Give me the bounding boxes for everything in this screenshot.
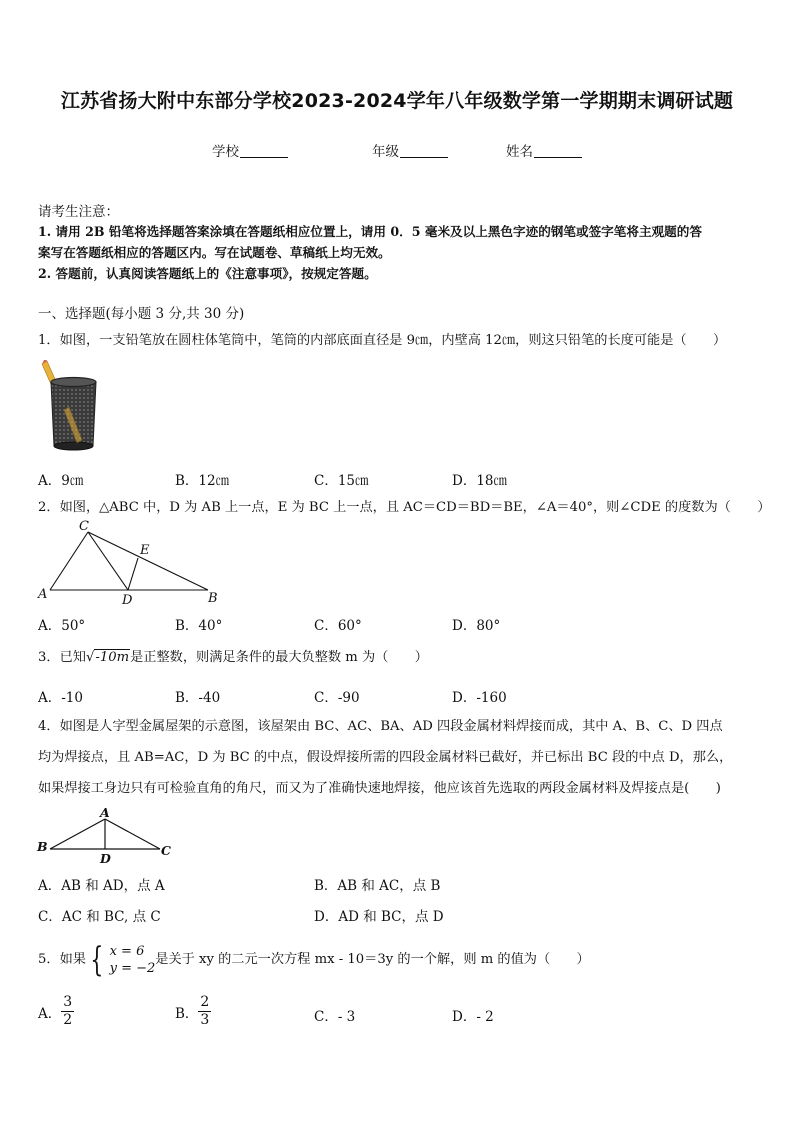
q5-stem	[38, 940, 590, 980]
cup-rim	[51, 378, 96, 387]
q3-stem	[38, 649, 428, 667]
q1-option-c[interactable]: C．15㎝	[314, 473, 369, 489]
q3-sqrt	[86, 649, 130, 667]
q5-option-d[interactable]: D．- 2	[452, 1009, 494, 1025]
school-label: 学校	[212, 144, 239, 160]
q2-stem: 2．如图，△ABC 中，D 为 AB 上一点，E 为 BC 上一点，且 AC＝CD＝BD＝BE，∠A＝40°，则∠CDE 的度数为（ ）	[38, 500, 771, 515]
segment-de	[128, 558, 138, 590]
q5-option-a-label: A．	[38, 1005, 62, 1022]
q4-option-d[interactable]: D．AD 和 BC，点 D	[314, 909, 444, 925]
q4-option-a[interactable]: A．AB 和 AD，点 A	[38, 878, 165, 894]
name-blank	[534, 143, 582, 158]
q1-stem: 1．如图，一支铅笔放在圆柱体笔筒中，笔筒的内部底面直径是 9㎝，内壁高 12㎝，则这只铅笔的长度可能是（ ）	[38, 333, 727, 348]
q3-option-b[interactable]: B．-40	[175, 690, 221, 706]
q3-suffix: 是正整数，则满足条件的最大负整数 m 为（ ）	[130, 650, 428, 665]
q5-option-c[interactable]: C．- 3	[314, 1009, 356, 1025]
notice-item1-line1: 1. 请用 2B 铅笔将选择题答案涂填在答题纸相应位置上，请用 0．5 毫米及以上黑色字迹的钢笔或签字笔将主观题的答	[38, 224, 702, 239]
section-heading: 一、选择题(每小题 3 分,共 30 分)	[38, 306, 245, 322]
label-b: B	[208, 591, 218, 606]
label-a: A	[38, 587, 48, 602]
q4-line2: 均为焊接点，且 AB=AC，D 为 BC 的中点，假设焊接所需的四段金属材料已截好，并已标出 BC 段的中点 D，那么，	[38, 750, 733, 765]
q5-option-a-den: 2	[63, 1012, 73, 1028]
sqrt-sign-icon: √	[85, 650, 95, 665]
grade-blank	[400, 143, 448, 158]
side-cb	[88, 532, 208, 590]
q5-equation-system	[86, 939, 156, 980]
school-field	[212, 140, 288, 160]
q4-option-b[interactable]: B．AB 和 AC，点 B	[314, 878, 441, 894]
q1-option-b[interactable]: B．12㎝	[175, 473, 230, 489]
q4-option-c[interactable]: C．AC 和 BC, 点 C	[38, 909, 161, 925]
paper-title: 江苏省扬大附中东部分学校2023-2024学年八年级数学第一学期期末调研试题	[60, 90, 734, 112]
q3-prefix: 3．已知	[38, 650, 86, 665]
grade-label: 年级	[372, 144, 399, 160]
left-brace-icon: {	[90, 939, 104, 980]
q5-prefix: 5．如果	[38, 952, 86, 967]
q3-option-c[interactable]: C．-90	[314, 690, 360, 706]
q3-option-a[interactable]: A．-10	[38, 690, 83, 706]
q2-option-b[interactable]: B．40°	[175, 618, 223, 634]
q5-option-a[interactable]	[38, 994, 74, 1029]
label-d: D	[122, 593, 133, 606]
q2-option-c[interactable]: C．60°	[314, 618, 362, 634]
name-field	[506, 140, 582, 160]
truss-ab	[50, 819, 105, 849]
notice-item2: 2. 答题前，认真阅读答题纸上的《注意事项》，按规定答题。	[38, 266, 377, 281]
roof-truss-figure	[34, 805, 182, 865]
truss-ac	[105, 819, 160, 849]
cup-base	[54, 442, 93, 450]
segment-cd	[88, 532, 128, 590]
q5-option-b-num: 2	[200, 994, 210, 1010]
q5-option-a-num: 3	[63, 994, 73, 1010]
truss-label-c: C	[161, 843, 171, 858]
q1-option-a[interactable]: A．9㎝	[38, 473, 84, 489]
notice-item1-line2: 案写在答题纸相应的答题区内。写在试题卷、草稿纸上均无效。	[38, 245, 391, 260]
q2-option-d[interactable]: D．80°	[452, 618, 501, 634]
grade-field	[372, 140, 448, 160]
q5-option-b-label: B．	[175, 1005, 199, 1022]
q4-line3: 如果焊接工身边只有可检验直角的角尺，而又为了准确快速地焊接，他应该首先选取的两段金属材料及焊接点是( )	[38, 781, 721, 796]
q5-eq1: x = 6	[109, 943, 145, 959]
q3-sqrt-arg: -10m	[95, 650, 130, 665]
cup-body	[51, 382, 96, 446]
triangle-abc-figure	[34, 518, 224, 606]
label-e: E	[140, 543, 150, 558]
q5-option-b-den: 3	[200, 1012, 210, 1028]
q5-option-b[interactable]	[175, 994, 211, 1029]
q5-eq2: y = −2	[109, 960, 156, 976]
q5-suffix: 是关于 xy 的二元一次方程 mx - 10＝3y 的一个解，则 m 的值为（ ）	[155, 952, 590, 967]
side-ac	[50, 532, 88, 590]
notice-heading: 请考生注意：	[38, 204, 119, 220]
pen-holder-figure	[38, 360, 104, 456]
q1-option-d[interactable]: D．18㎝	[452, 473, 508, 489]
truss-label-a: A	[100, 805, 110, 820]
school-blank	[240, 143, 288, 158]
q5-option-b-fraction	[198, 994, 211, 1029]
label-c: C	[79, 519, 89, 534]
q3-option-d[interactable]: D．-160	[452, 690, 507, 706]
q5-option-a-fraction	[61, 994, 74, 1029]
truss-label-d: D	[100, 851, 111, 865]
truss-label-b: B	[37, 839, 48, 854]
q4-line1: 4．如图是人字型金属屋架的示意图，该屋架由 BC、AC、BA、AD 四段金属材料焊接而成，其中 A、B、C、D 四点	[38, 719, 723, 734]
q2-option-a[interactable]: A．50°	[38, 618, 86, 634]
name-label: 姓名	[506, 144, 533, 160]
